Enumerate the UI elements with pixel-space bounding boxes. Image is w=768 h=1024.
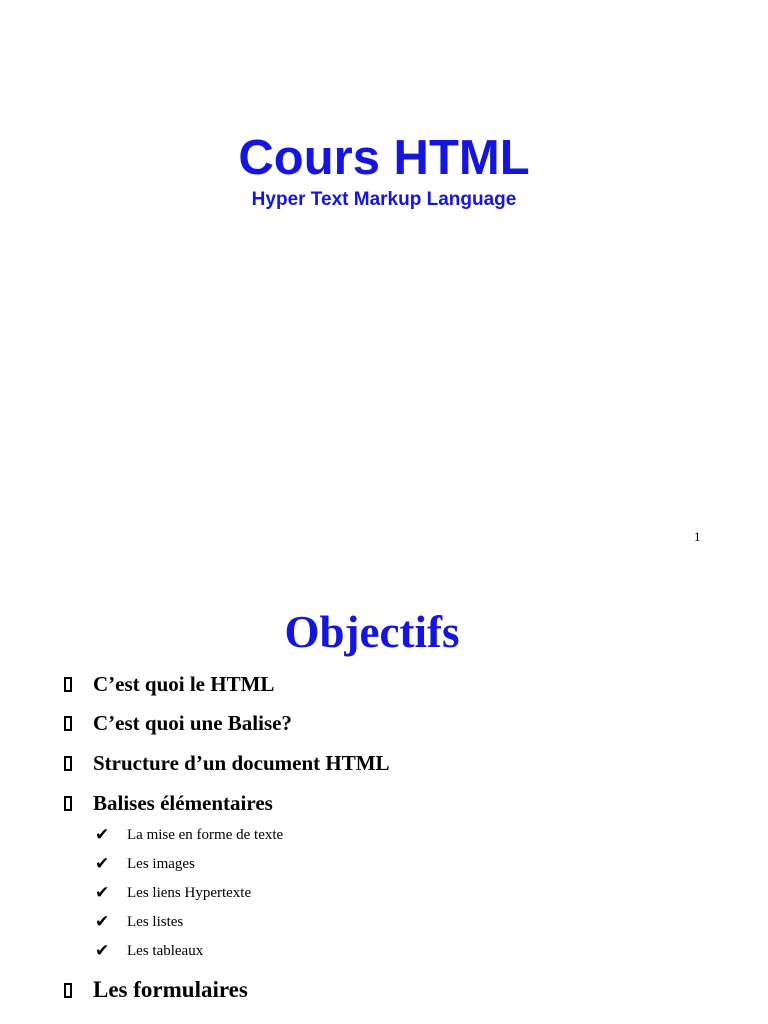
sub-bullet-label: Les tableaux bbox=[127, 943, 204, 959]
check-icon: ✔ bbox=[95, 883, 110, 903]
sub-bullet-item bbox=[95, 912, 183, 932]
check-icon: ✔ bbox=[95, 825, 110, 845]
bullet-item bbox=[64, 790, 273, 816]
bullet-item bbox=[64, 710, 292, 736]
bullet-item bbox=[64, 750, 390, 776]
page-number: 1 bbox=[694, 529, 701, 544]
bullet-item bbox=[64, 671, 274, 697]
sub-bullet-label: Les liens Hypertexte bbox=[127, 885, 252, 901]
bullet-label: Structure d’un document HTML bbox=[93, 751, 390, 775]
slide-subtitle: Hyper Text Markup Language bbox=[251, 189, 517, 210]
objectives-title: Objectifs bbox=[284, 607, 460, 657]
sub-bullet-item bbox=[95, 883, 251, 903]
check-icon: ✔ bbox=[95, 941, 110, 961]
square-bullet-icon bbox=[64, 756, 72, 771]
square-bullet-icon bbox=[64, 796, 72, 811]
square-bullet-icon bbox=[64, 716, 72, 731]
check-icon: ✔ bbox=[95, 912, 110, 932]
bullet-label: Balises élémentaires bbox=[93, 791, 273, 815]
square-bullet-icon bbox=[64, 677, 72, 692]
square-bullet-icon bbox=[64, 983, 72, 998]
bullet-label: Les formulaires bbox=[93, 977, 248, 1002]
sub-bullet-item bbox=[95, 941, 203, 961]
bullet-item bbox=[64, 977, 248, 1003]
sub-bullet-label: Les listes bbox=[127, 914, 184, 930]
sub-bullet-label: Les images bbox=[127, 856, 195, 872]
sub-bullet-item bbox=[95, 825, 283, 845]
slide-title: Cours HTML bbox=[238, 131, 530, 185]
bullet-label: C’est quoi le HTML bbox=[93, 672, 275, 696]
sub-bullet-label: La mise en forme de texte bbox=[127, 827, 284, 843]
bullet-label: C’est quoi une Balise? bbox=[93, 711, 292, 735]
sub-bullet-item bbox=[95, 854, 195, 874]
check-icon: ✔ bbox=[95, 854, 110, 874]
